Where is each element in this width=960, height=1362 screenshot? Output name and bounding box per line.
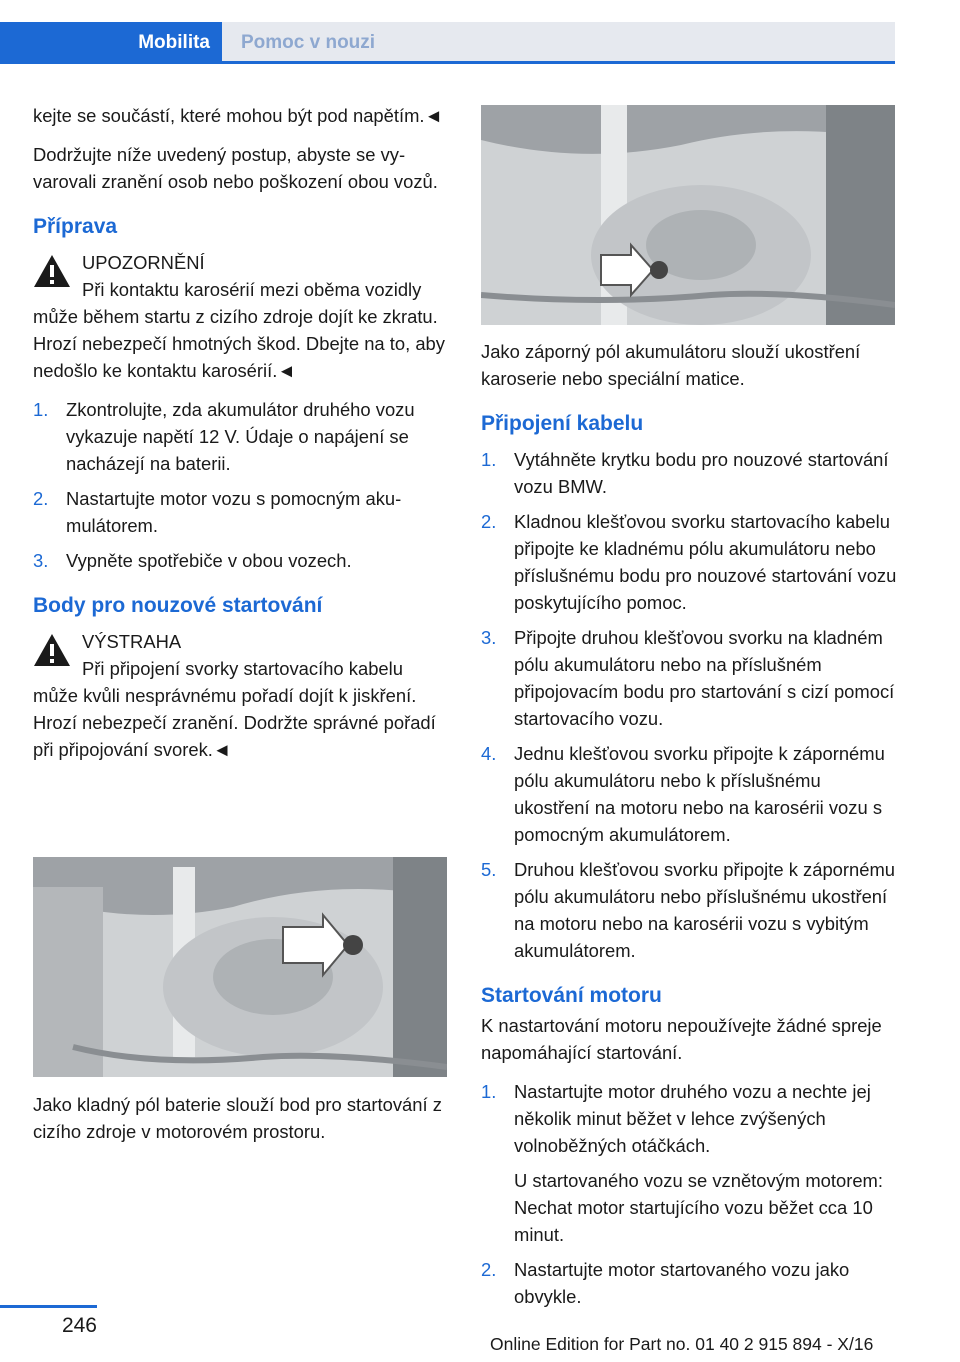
heading-startovani-motoru: Startování motoru [481, 984, 662, 1007]
list-item [481, 1078, 901, 1248]
warning-box-vystraha [33, 628, 453, 655]
list-item-text: Nastartujte motor vozu s pomocným akumulátorem. [66, 488, 402, 536]
footer-rule [0, 1305, 97, 1308]
tab-mobilita[interactable]: Mobilita [0, 22, 222, 64]
engine-bay-photo-negative [481, 105, 895, 325]
list-item [33, 485, 453, 539]
list-item-number: 2. [33, 488, 49, 509]
header-rule [0, 61, 895, 64]
list-item-number: 2. [481, 1259, 497, 1280]
list-item [33, 547, 453, 574]
list-item [481, 1256, 901, 1310]
list-item-text: Připojte druhou klešťovou svorku na kladném pólu akumulátoru nebo na příslušném připojovacím bodu pro startování s cizí pomocí startovacího vozu. [514, 627, 895, 729]
list-item-number: 1. [33, 399, 49, 420]
list-item-number: 5. [481, 859, 497, 880]
warning-text: Při kontaktu karosérií mezi oběma vozidly může během startu z cizího zdroje dojít ke zkratu. Hrozí nebezpečí hmotných škod. Dbejte na to, aby nedošlo ke kontaktu karosérií.◄ [33, 279, 445, 381]
warning-box-upozorneni [33, 249, 453, 276]
intro-paragraph-2: Dodržujte níže uvedený postup, abyste se vyvarovali zranění osob nebo poškození obou vozů. [33, 144, 438, 192]
list-item-number: 1. [481, 1081, 497, 1102]
warning-text: Při připojení svorky startovacího kabelu může kvůli nesprávnému pořadí dojít k jiskření. Hrozí nebezpečí zranění. Dodržte správné pořadí při připojování svorek.◄ [33, 658, 436, 760]
list-item-text: Nastartujte motor druhého vozu a nechte jej několik minut běžet v lehce zvýšených volnoběžných otáčkách. [514, 1081, 871, 1156]
list-item [481, 856, 901, 964]
page-number: 246 [61, 1314, 97, 1337]
photo-caption-negative: Jako záporný pól akumulátoru slouží ukostření karoserie nebo speciální matice. [481, 341, 861, 389]
start-steps-list [481, 1078, 901, 1310]
intro-paragraph-1: kejte se součástí, které mohou být pod napětím.◄ [33, 105, 443, 126]
list-item-number: 1. [481, 449, 497, 470]
tab-pomoc-v-nouzi[interactable]: Pomoc v nouzi [222, 22, 895, 64]
warning-title: VÝSTRAHA [82, 631, 182, 652]
list-item [481, 624, 901, 732]
list-item [481, 508, 901, 616]
list-item-number: 2. [481, 511, 497, 532]
heading-pripojeni-kabelu: Připojení kabelu [481, 412, 644, 435]
list-item [481, 446, 901, 500]
left-column [33, 102, 453, 775]
warning-triangle-icon [33, 632, 71, 668]
warning-triangle-icon [33, 253, 71, 289]
list-item-number: 3. [481, 627, 497, 648]
list-item-text: Nastartujte motor startovaného vozu jako obvykle. [514, 1259, 850, 1307]
list-item-text: Vytáhněte krytku bodu pro nouzové startování vozu BMW. [514, 449, 889, 497]
list-item-text: Vypněte spotřebiče v obou vozech. [66, 550, 352, 571]
list-item-number: 3. [33, 550, 49, 571]
engine-bay-photo-positive [33, 857, 447, 1077]
right-column [481, 338, 901, 1320]
list-item-text: Zkontrolujte, zda akumulátor druhého vozu vykazuje napětí 12 V. Údaje o napájení se nacházejí na baterii. [66, 399, 415, 474]
prep-steps-list [33, 396, 453, 574]
heading-priprava: Příprava [33, 215, 118, 238]
warning-title: UPOZORNĚNÍ [82, 252, 205, 273]
start-intro: K nastartování motoru nepoužívejte žádné spreje napomáhající startování. [481, 1015, 882, 1063]
list-item [481, 740, 901, 848]
heading-body-nouzove: Body pro nouzové startování [33, 594, 323, 617]
edition-note: Online Edition for Part no. 01 40 2 915 894 - X/16 [490, 1334, 874, 1354]
list-item-number: 4. [481, 743, 497, 764]
photo-caption-positive: Jako kladný pól baterie slouží bod pro startování z cizího zdroje v motorovém prostoru. [33, 1094, 442, 1142]
list-item-text: Kladnou klešťovou svorku startovacího kabelu připojte ke kladnému pólu akumulátoru nebo příslušnému bodu pro nouzové startování vozu poskytujícího pomoc. [514, 511, 897, 613]
cable-steps-list [481, 446, 901, 964]
list-item-text: Jednu klešťovou svorku připojte k zápornému pólu akumulátoru nebo k příslušnému ukostření na motoru nebo na karosérii vozu s pomocným akumulátorem. [514, 743, 885, 845]
list-item-subtext: U startovaného vozu se vznětovým motorem: Nechat motor startujícího vozu běžet cca 10 minut. [514, 1170, 883, 1245]
list-item [33, 396, 453, 477]
list-item-text: Druhou klešťovou svorku připojte k zápornému pólu akumulátoru nebo příslušnému ukostření na motoru nebo na karosérii vozu s vybitým akumulátorem. [514, 859, 896, 961]
